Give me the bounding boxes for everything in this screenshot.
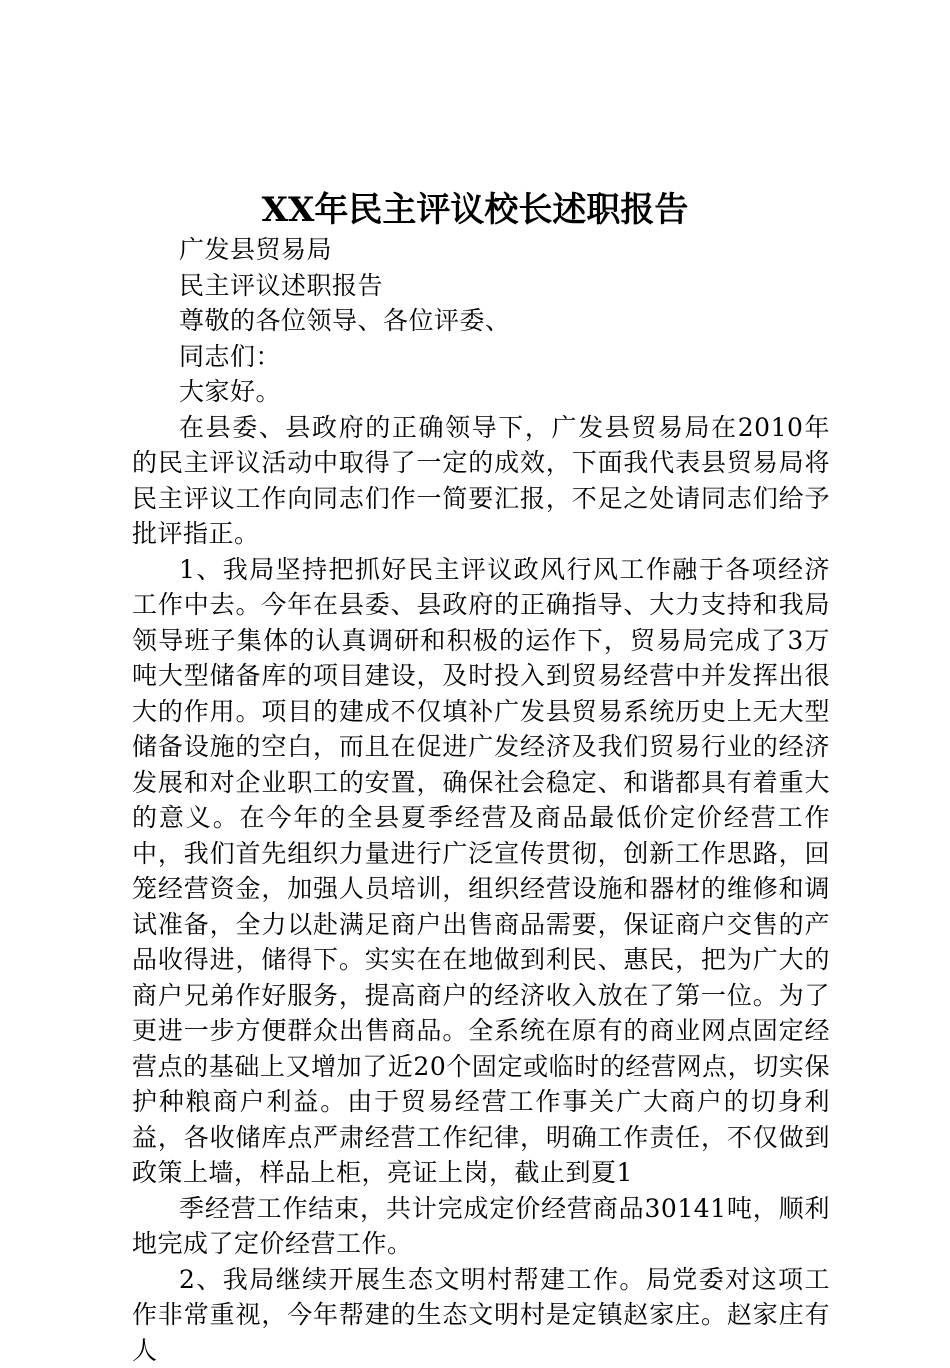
paragraph-item-1-continued: 季经营工作结束，共计完成定价经营商品30141吨，顺利地完成了定价经营工作。 [132,1191,830,1262]
paragraph-intro: 在县委、县政府的正确领导下，广发县贸易局在2010年的民主评议活动中取得了一定的成效，下面我代表县贸易局将民主评议工作向同志们作一简要汇报，不足之处请同志们给予批评指正。 [132,410,830,552]
greeting-line: 大家好。 [132,374,830,410]
organization-line: 广发县贸易局 [132,232,830,268]
report-subtitle-line: 民主评议述职报告 [132,268,830,304]
document-body [132,232,830,1368]
salutation-line-2: 同志们： [132,339,830,375]
salutation-line: 尊敬的各位领导、各位评委、 [132,303,830,339]
paragraph-item-1: 1、我局坚持把抓好民主评议政风行风工作融于各项经济工作中去。今年在县委、县政府的正确指导、大力支持和我局领导班子集体的认真调研和积极的运作下，贸易局完成了3万吨大型储备库的项目建设，及时投入到贸易经营中并发挥出很大的作用。项目的建成不仅填补广发县贸易系统历史上无大型储备设施的空白，而且在促进广发经济及我们贸易行业的经济发展和对企业职工的安置，确保社会稳定、和谐都具有着重大的意义。在今年的全县夏季经营及商品最低价定价经营工作中，我们首先组织力量进行广泛宣传贯彻，创新工作思路，回笼经营资金，加强人员培训，组织经营设施和器材的维修和调试准备，全力以赴满足商户出售商品需要，保证商户交售的产品收得进，储得下。实实在在地做到利民、惠民，把为广大的商户兄弟作好服务，提高商户的经济收入放在了第一位。为了更进一步方便群众出售商品。全系统在原有的商业网点固定经营点的基础上又增加了近20个固定或临时的经营网点，切实保护种粮商户利益。由于贸易经营工作事关广大商户的切身利益，各收储库点严肃经营工作纪律，明确工作责任，不仅做到政策上墙，样品上柜，亮证上岗，截止到夏1 [132,552,830,1191]
paragraph-item-2: 2、我局继续开展生态文明村帮建工作。局党委对这项工作非常重视，今年帮建的生态文明村是定镇赵家庄。赵家庄有人 [132,1262,830,1368]
document-title: XX年民主评议校长述职报告 [0,186,950,234]
